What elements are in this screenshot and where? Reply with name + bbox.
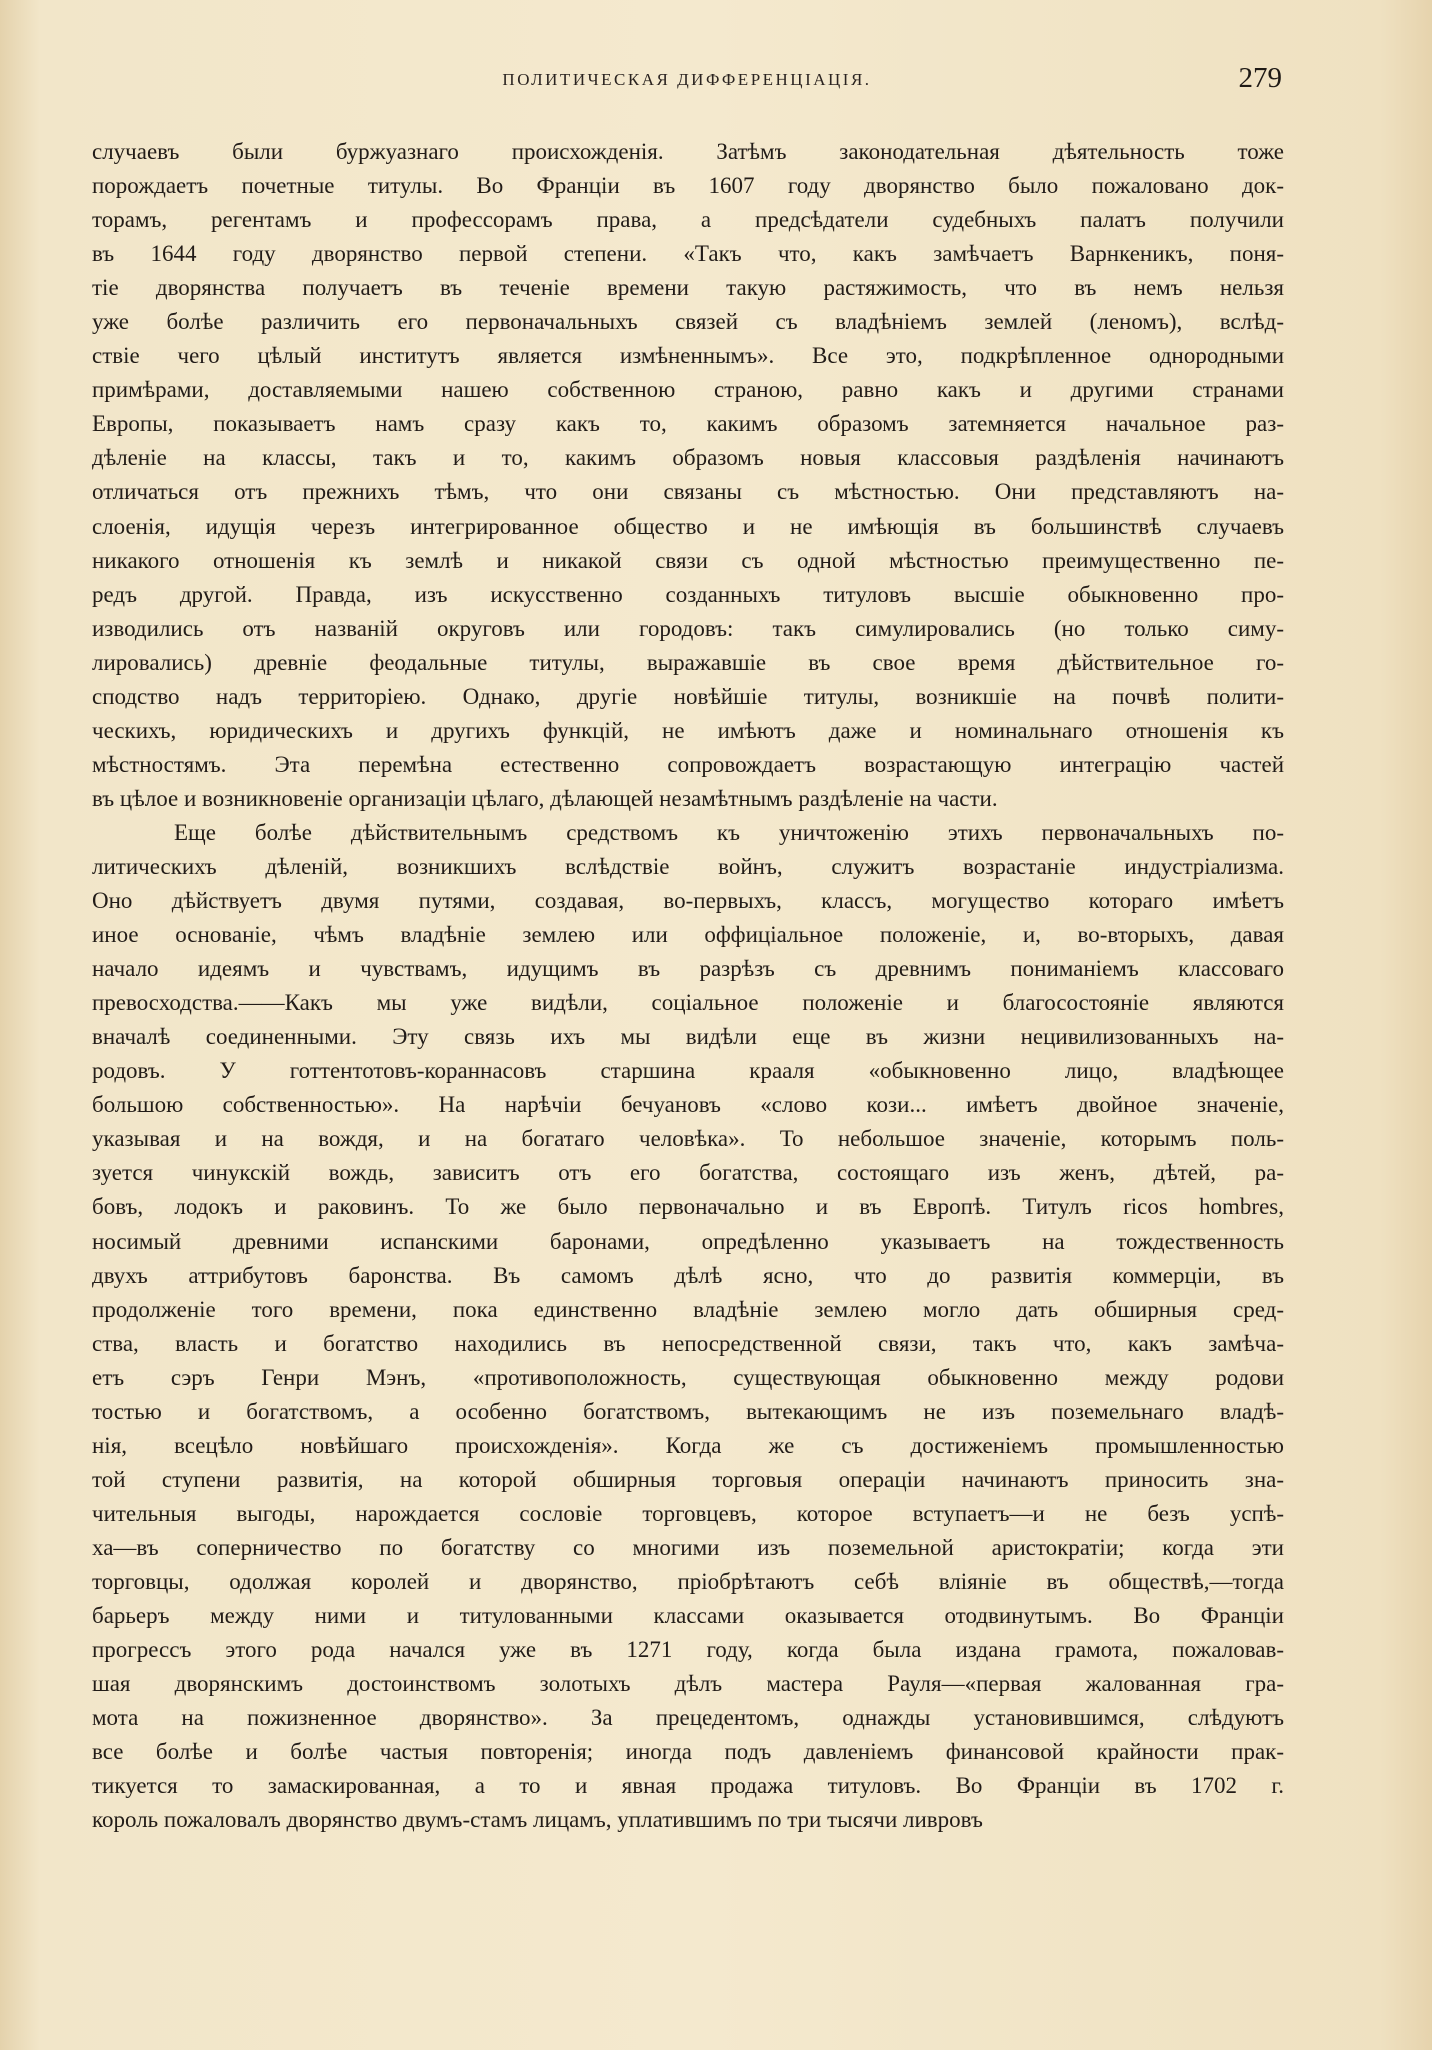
text-line: слоенія, идущія черезъ интегрированное общество и не имѣющія въ большинствѣ случаевъ	[92, 513, 1284, 539]
text-line: зуется чинукскій вождь, зависитъ отъ его богатства, состоящаго изъ женъ, дѣтей, ра-	[92, 1160, 1284, 1186]
text-line: ства, власть и богатство находились въ непосредственной связи, такъ что, какъ замѣча-	[92, 1330, 1284, 1356]
text-line: порождаетъ почетные титулы. Во Франціи въ 1607 году дворянство было пожаловано док-	[92, 173, 1284, 199]
text-line: мѣстностямъ. Эта перемѣна естественно сопровождаетъ возрастающую интеграцію частей	[92, 751, 1284, 777]
text-line: торговцы, одолжая королей и дворянство, пріобрѣтаютъ себѣ вліяніе въ обществѣ,—тогда	[92, 1568, 1284, 1594]
text-line: чительныя выгоды, нарождается сословіе торговцевъ, которое вступаетъ—и не безъ успѣ-	[92, 1500, 1284, 1526]
text-line: иное основаніе, чѣмъ владѣніе землею или оффиціальное положеніе, и, во-вторыхъ, давая	[92, 922, 1284, 948]
text-line: торамъ, регентамъ и профессорамъ права, а предсѣдатели судебныхъ палатъ получили	[92, 207, 1284, 233]
text-line: сподство надъ территоріею. Однако, другіе новѣйшіе титулы, возникшіе на почвѣ полити-	[92, 683, 1284, 709]
text-line: начало идеямъ и чувствамъ, идущимъ въ разрѣзъ съ древнимъ пониманіемъ классоваго	[92, 956, 1284, 982]
running-title: ПОЛИТИЧЕСКАЯ ДИФФЕРЕНЦІАЦІЯ.	[502, 70, 872, 89]
text-line: мота на пожизненное дворянство». За прецедентомъ, однажды установившимся, слѣдуютъ	[92, 1705, 1284, 1731]
text-line: изводились отъ названій округовъ или городовъ: такъ симулировались (но только симу-	[92, 615, 1284, 641]
text-line: ха—въ соперничество по богатству со многими изъ поземельной аристократіи; когда эти	[92, 1534, 1284, 1560]
text-line: литическихъ дѣленій, возникшихъ вслѣдствіе войнъ, служитъ возрастаніе индустріализма.	[92, 853, 1284, 879]
text-line: отличаться отъ прежнихъ тѣмъ, что они связаны съ мѣстностью. Они представляютъ на-	[92, 479, 1284, 505]
text-line: лировались) древніе феодальные титулы, выражавшіе въ свое время дѣйствительное го-	[92, 649, 1284, 675]
page-number: 279	[1238, 62, 1282, 94]
text-line: ствіе чего цѣлый институтъ является измѣненнымъ». Все это, подкрѣпленное однородными	[92, 343, 1284, 369]
paragraph-first-line: Еще болѣе дѣйствительнымъ средствомъ къ уничтоженію этихъ первоначальныхъ по-	[174, 819, 1284, 845]
text-line: примѣрами, доставляемыми нашею собственною страною, равно какъ и другими странами	[92, 377, 1284, 403]
body-text	[92, 135, 1284, 1837]
text-line: дѣленіе на классы, такъ и то, какимъ образомъ новыя классовыя раздѣленія начинаютъ	[92, 445, 1284, 471]
text-line: редъ другой. Правда, изъ искусственно созданныхъ титуловъ высшіе обыкновенно про-	[92, 581, 1284, 607]
text-line: тостью и богатствомъ, а особенно богатствомъ, вытекающимъ не изъ поземельнаго владѣ-	[92, 1398, 1284, 1424]
text-line: бовъ, лодокъ и раковинъ. То же было первоначально и въ Европѣ. Титулъ ricos hombres,	[92, 1194, 1284, 1220]
text-line: тикуется то замаскированная, а то и явная продажа титуловъ. Во Франціи въ 1702 г.	[92, 1773, 1284, 1799]
text-line: етъ сэръ Генри Мэнъ, «противоположность, существующая обыкновенно между родови	[92, 1364, 1284, 1390]
text-line: продолженіе того времени, пока единственно владѣніе землею могло дать обширныя сред-	[92, 1296, 1284, 1322]
text-line: уже болѣе различить его первоначальныхъ связей съ владѣніемъ землей (леномъ), вслѣд-	[92, 309, 1284, 335]
text-line: все болѣе и болѣе частыя повторенія; иногда подъ давленіемъ финансовой крайности прак-	[92, 1739, 1284, 1765]
text-line: тіе дворянства получаетъ въ теченіе времени такую растяжимость, что въ немъ нельзя	[92, 275, 1284, 301]
text-line: никакого отношенія къ землѣ и никакой связи съ одной мѣстностью преимущественно пе-	[92, 547, 1284, 573]
text-line: родовъ. У готтентотовъ-кораннасовъ старшина крааля «обыкновенно лицо, владѣющее	[92, 1058, 1284, 1084]
text-line: Оно дѣйствуетъ двумя путями, создавая, во-первыхъ, классъ, могущество котораго имѣетъ	[92, 888, 1284, 914]
text-line: двухъ аттрибутовъ баронства. Въ самомъ дѣлѣ ясно, что до развитія коммерціи, въ	[92, 1262, 1284, 1288]
page-header	[92, 62, 1282, 102]
text-line: носимый древними испанскими баронами, опредѣленно указываетъ на тождественность	[92, 1228, 1284, 1254]
text-line: случаевъ были буржуазнаго происхожденія. Затѣмъ законодательная дѣятельность тоже	[92, 139, 1284, 164]
paragraph-end-line: въ цѣлое и возникновеніе организаціи цѣлаго, дѣлающей незамѣтнымъ раздѣленіе на части.	[92, 785, 998, 811]
text-line: вначалѣ соединенными. Эту связь ихъ мы видѣли еще въ жизни нецивилизованныхъ на-	[92, 1024, 1284, 1050]
text-line: превосходства.——Какъ мы уже видѣли, соціальное положеніе и благосостояніе являются	[92, 990, 1284, 1016]
text-line: въ 1644 году дворянство первой степени. «Такъ что, какъ замѣчаетъ Варнкеникъ, поня-	[92, 241, 1284, 267]
text-line: большою собственностью». На нарѣчіи бечуановъ «слово кози... имѣетъ двойное значеніе,	[92, 1092, 1284, 1118]
text-line: указывая и на вождя, и на богатаго человѣка». То небольшое значеніе, которымъ поль-	[92, 1126, 1284, 1152]
text-line: той ступени развитія, на которой обширныя торговыя операціи начинаютъ приносить зна-	[92, 1466, 1284, 1492]
text-line: ческихъ, юридическихъ и другихъ функцій, не имѣютъ даже и номинальнаго отношенія къ	[92, 717, 1284, 743]
text-line: Европы, показываетъ намъ сразу какъ то, какимъ образомъ затемняется начальное раз-	[92, 411, 1284, 437]
text-line: король пожаловалъ дворянство двумъ-стамъ лицамъ, уплатившимъ по три тысячи ливровъ	[92, 1807, 983, 1833]
text-line: нія, всецѣло новѣйшаго происхожденія». Когда же съ достиженіемъ промышленностью	[92, 1432, 1284, 1458]
text-line: прогрессъ этого рода начался уже въ 1271 году, когда была издана грамота, пожаловав-	[92, 1637, 1284, 1663]
text-line: шая дворянскимъ достоинствомъ золотыхъ дѣлъ мастера Рауля—«первая жалованная гра-	[92, 1671, 1284, 1697]
text-line: барьеръ между ними и титулованными классами оказывается отодвинутымъ. Во Франціи	[92, 1603, 1284, 1629]
